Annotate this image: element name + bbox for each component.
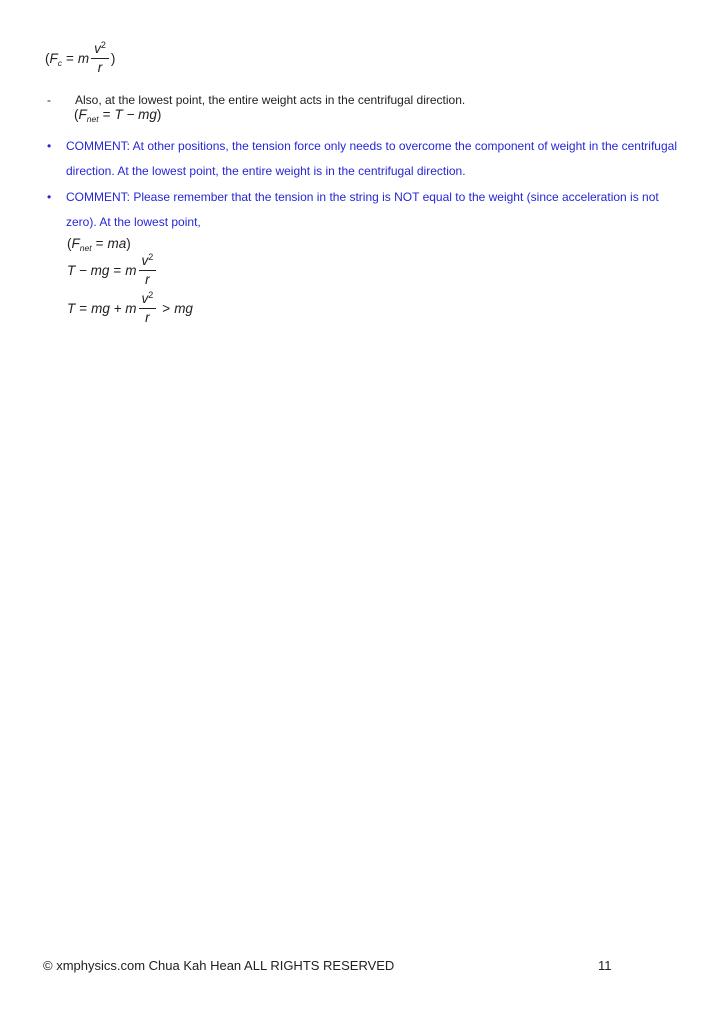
var-F: F xyxy=(78,107,87,122)
equals-sign: = xyxy=(66,51,74,67)
var-v: v xyxy=(94,41,101,56)
formula-fnet-ma xyxy=(67,236,131,253)
paren-close: ) xyxy=(110,51,116,67)
var-m: m xyxy=(77,51,90,67)
dash-marker: - xyxy=(47,93,51,107)
formula-fnet-tension xyxy=(74,107,161,124)
page-number: 11 xyxy=(598,958,612,973)
paren-open: ( xyxy=(74,107,79,122)
page-footer xyxy=(43,958,703,973)
expression-ma: ma xyxy=(107,236,127,251)
var-r: r xyxy=(145,309,150,325)
equals-sign: = xyxy=(79,301,88,317)
expression-mg-plus-m: mg + m xyxy=(91,301,137,317)
comment-bullet-1 xyxy=(47,134,684,184)
equals-sign: = xyxy=(95,236,104,251)
superscript-2: 2 xyxy=(100,40,106,50)
var-F: F xyxy=(71,236,80,251)
formula-newton-second-law-lowest-point xyxy=(67,254,158,289)
equals-sign: = xyxy=(102,107,111,122)
var-F: F xyxy=(49,51,58,67)
fraction-v2-over-r xyxy=(139,252,157,287)
paren-open: ( xyxy=(45,51,50,67)
equals-sign: = xyxy=(113,263,122,279)
var-T: T xyxy=(67,301,76,317)
comment-1-text: COMMENT: At other positions, the tension force only needs to overcome the component of weight in the centrifugal direction. At the lowest point, the entire weight is in the centrifugal direction. xyxy=(66,139,677,178)
fraction-v2-over-r xyxy=(91,40,109,75)
dash-item-text: Also, at the lowest point, the entire weight acts in the centrifugal direction. xyxy=(75,93,466,107)
formula-centripetal-force xyxy=(45,42,115,77)
bullet-icon: • xyxy=(47,190,52,204)
var-v: v xyxy=(141,291,149,306)
subscript-net: net xyxy=(86,114,99,124)
comment-bullet-2 xyxy=(47,185,684,235)
superscript-2: 2 xyxy=(148,290,154,300)
formula-tension-greater-than-weight xyxy=(67,292,193,327)
comment-2-text: COMMENT: Please remember that the tension in the string is NOT equal to the weight (since acceleration is not zero). At the lowest point, xyxy=(66,190,659,229)
expression-t-minus-mg: T − mg xyxy=(67,263,110,279)
var-r: r xyxy=(97,59,103,75)
paren-open: ( xyxy=(67,236,72,251)
paren-close: ) xyxy=(126,236,131,251)
var-v: v xyxy=(141,253,149,268)
var-r: r xyxy=(145,271,150,287)
fraction-v2-over-r xyxy=(139,290,157,325)
copyright-text: © xmphysics.com Chua Kah Hean ALL RIGHTS RESERVED xyxy=(43,958,395,973)
var-m: m xyxy=(125,263,137,279)
expression-t-minus-mg: T − mg xyxy=(114,107,157,122)
subscript-c: c xyxy=(57,58,62,69)
paren-close: ) xyxy=(156,107,162,122)
bullet-icon: • xyxy=(47,139,52,153)
expression-mg: mg xyxy=(174,301,193,317)
subscript-net: net xyxy=(79,243,92,253)
greater-than-sign: > xyxy=(162,301,171,317)
superscript-2: 2 xyxy=(148,252,154,262)
